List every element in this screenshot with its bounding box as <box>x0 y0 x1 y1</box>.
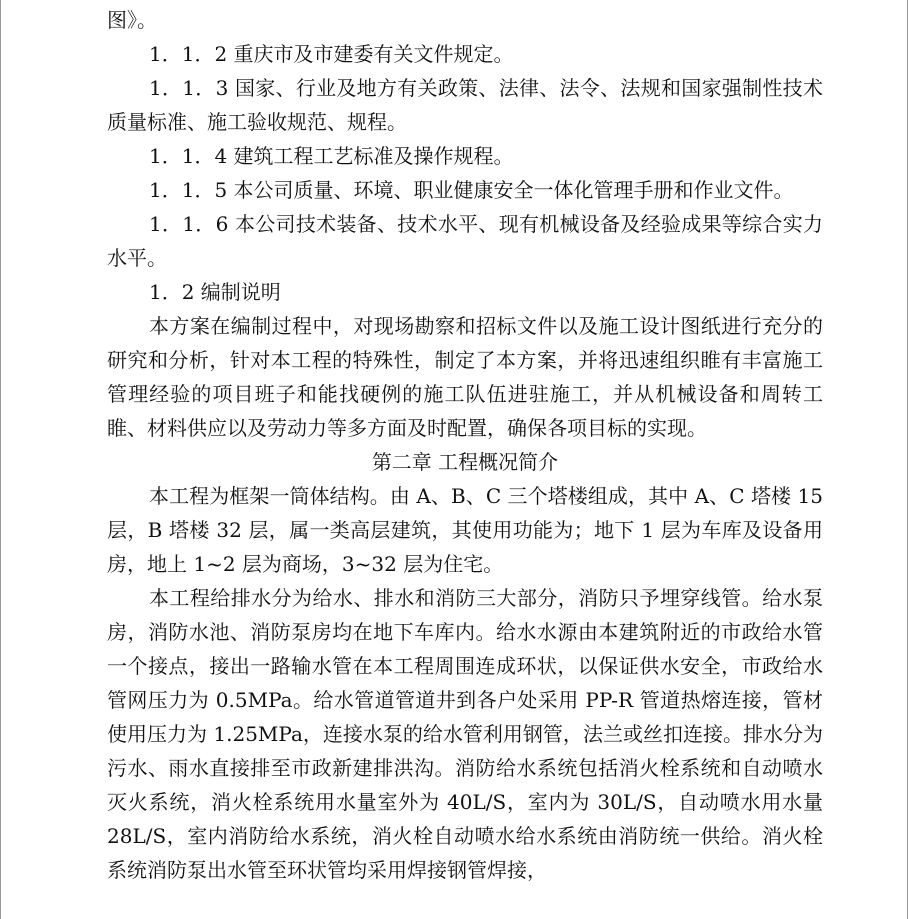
section-heading-1-2: 1．2 编制说明 <box>149 280 281 304</box>
chapter-title: 第二章 工程概况简介 <box>371 450 559 474</box>
paragraph-compilation-notes: 本方案在编制过程中，对现场勘察和招标文件以及施工设计图纸进行充分的研究和分析，针对本工程的特殊性，制定了本方案，并将迅速组织睢有丰富施工管理经验的项目班子和能找硬例的施工队伍进驻施工，并从机械设备和周转工睢、材料供应以及劳动力等多方面及时配置，确保各项目标的实现。 <box>107 314 823 440</box>
list-item-1-1-5: 1．1．5 本公司质量、环境、职业健康安全一体化管理手册和作业文件。 <box>149 178 794 202</box>
list-item-1-1-3: 1．1．3 国家、行业及地方有关政策、法律、法令、法规和国家强制性技术质量标准、施工验收规范、规程。 <box>107 76 823 134</box>
paragraph-water-supply: 本工程给排水分为给水、排水和消防三大部分，消防只予埋穿线管。给水泵房，消防水池、消防泵房均在地下车库内。给水水源由本建筑附近的市政给水管一个接点，接出一路输水管在本工程周围连成环状，以保证供水安全，市政给水管网压力为 0.5MPa。给水管道管道井到各户处采用 PP-R 管道热熔连接，管材使用压力为 1.25MPa，连接水泵的给水管利用钢管，法兰或丝扣连接。排水分为污水、雨水直接排至市政新建排洪沟。消防给水系统包括消火栓系统和自动喷水灭火系统，消火栓系统用水量室外为 40L/S，室内为 30L/S，自动喷水用水量 28L/S，室内消防给水系统，消火栓自动喷水给水系统由消防统一供给。消火栓系统消防泵出水管至环状管均采用焊接钢管焊接， <box>107 586 823 882</box>
document-body <box>107 0 823 887</box>
list-item-1-1-4: 1．1．4 建筑工程工艺标准及操作规程。 <box>149 144 514 168</box>
list-item-1-1-6: 1．1．6 本公司技术装备、技术水平、现有机械设备及经验成果等综合实力水平。 <box>107 212 823 270</box>
page-left-edge <box>0 0 1 919</box>
paragraph-structure: 本工程为框架一筒体结构。由 A、B、C 三个塔楼组成，其中 A、C 塔楼 15 层，B 塔楼 32 层，属一类高层建筑，其使用功能为；地下 1 层为车库及设备用房，地上 1~2 层为商场，3~32 层为住宅。 <box>107 484 823 576</box>
paragraph-continuation: 图》。 <box>107 8 157 32</box>
list-item-1-1-2: 1．1．2 重庆市及市建委有关文件规定。 <box>149 42 514 66</box>
